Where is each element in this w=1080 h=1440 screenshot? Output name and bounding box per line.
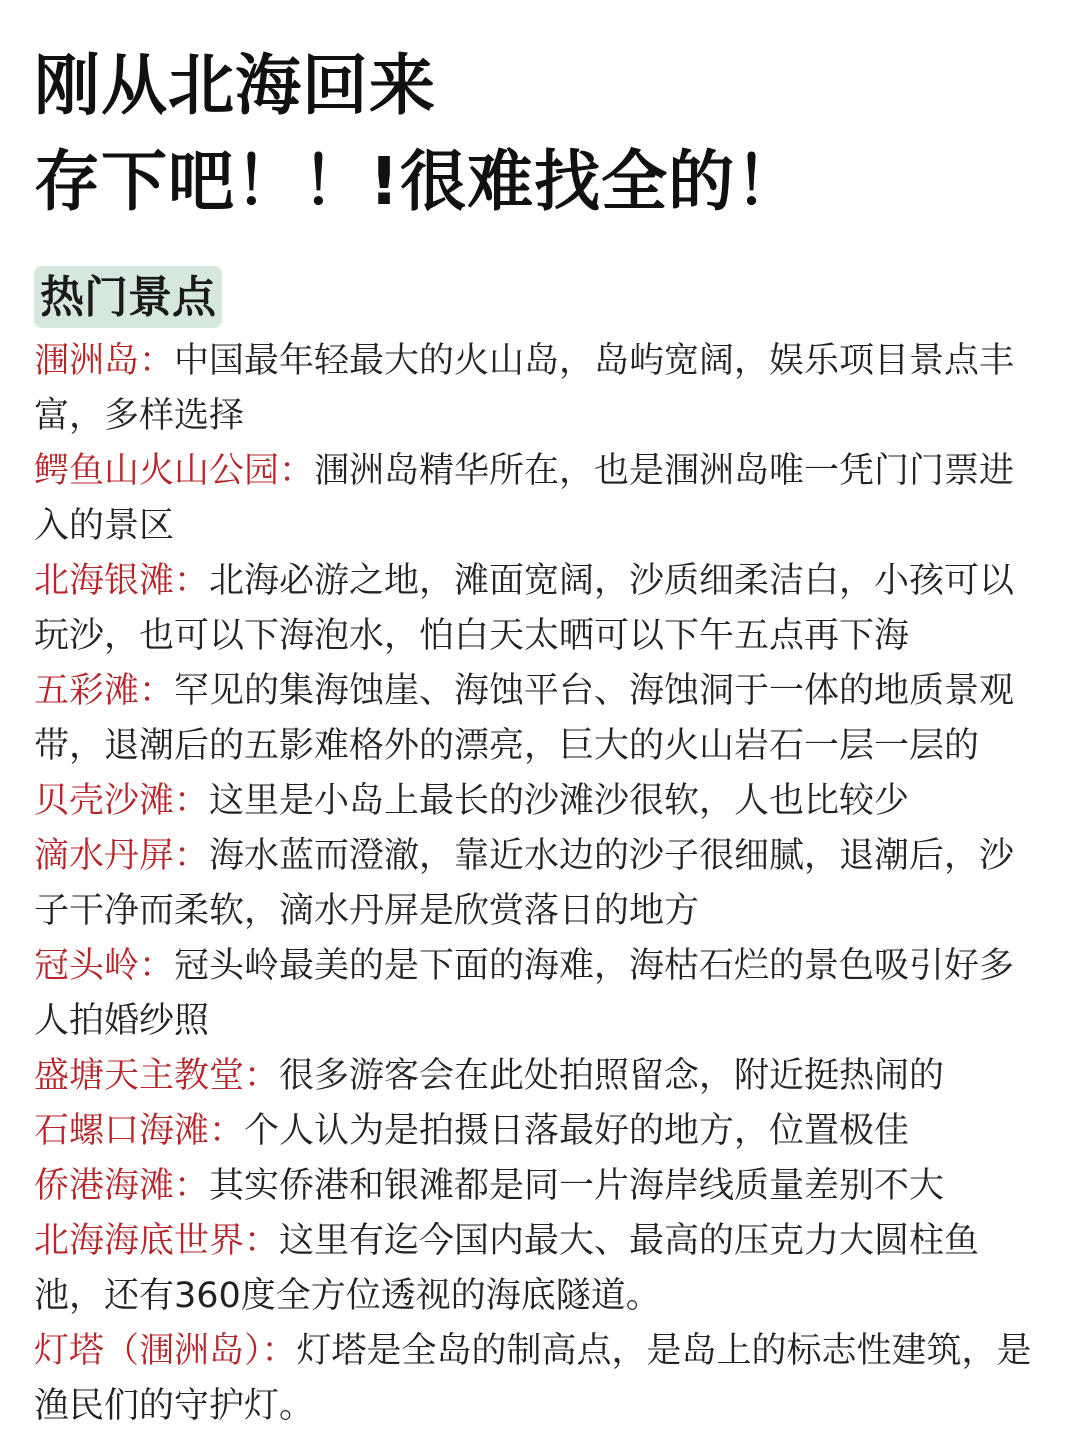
title-line-1: 刚从北海回来 [34,47,436,124]
attraction-item [34,829,1044,939]
attraction-name: 滴水丹屏： [34,836,210,876]
attraction-item [34,664,1044,774]
attraction-desc: 冠头岭最美的是下面的海难，海枯石烂的景色吸引好多人拍婚纱照 [34,946,1015,1041]
attraction-desc: 中国最年轻最大的火山岛，岛屿宽阔，娱乐项目景点丰富，多样选择 [34,341,1015,436]
attraction-name: 北海海底世界： [34,1221,280,1261]
attraction-list [34,334,1044,1434]
attraction-desc: 海水蓝而澄澈，靠近水边的沙子很细腻，退潮后，沙子干净而柔软，滴水丹屏是欣赏落日的地方 [34,836,1015,931]
attraction-desc: 北海必游之地，滩面宽阔，沙质细柔洁白，小孩可以玩沙，也可以下海泡水，怕白天太晒可以下午五点再下海 [34,561,1015,656]
attraction-item [34,939,1044,1049]
attraction-desc: 这里有迄今国内最大、最高的压克力大圆柱鱼池，还有360度全方位透视的海底隧道。 [34,1221,980,1316]
attraction-item [34,1159,1044,1214]
attraction-name: 贝壳沙滩： [34,781,210,821]
attraction-name: 鳄鱼山火山公园： [34,451,315,491]
attraction-item [34,1104,1044,1159]
attraction-name: 侨港海滩： [34,1166,210,1206]
title-line-2: 存下吧！！!很难找全的！ [34,143,803,220]
attraction-item [34,1049,1044,1104]
attraction-name: 北海银滩： [34,561,210,601]
attraction-desc: 其实侨港和银滩都是同一片海岸线质量差别不大 [209,1166,945,1206]
attraction-item [34,1324,1044,1434]
attraction-name: 冠头岭： [34,946,175,986]
attraction-item [34,554,1044,664]
attraction-desc: 涠洲岛精华所在，也是涠洲岛唯一凭门门票进入的景区 [34,451,1015,546]
attraction-item [34,774,1044,829]
attraction-name: 涠洲岛： [34,341,175,381]
attraction-item [34,1214,1044,1324]
attraction-desc: 灯塔是全岛的制高点，是岛上的标志性建筑，是渔民们的守护灯。 [34,1331,1032,1426]
attraction-name: 五彩滩： [34,671,175,711]
attraction-name: 盛塘天主教堂： [34,1056,280,1096]
attraction-desc: 罕见的集海蚀崖、海蚀平台、海蚀洞于一体的地质景观带，退潮后的五影难格外的漂亮，巨大的火山岩石一层一层的 [34,671,1015,766]
section-label: 热门景点 [34,266,222,328]
attraction-desc: 这里是小岛上最长的沙滩沙很软，人也比较少 [209,781,910,821]
attraction-item [34,444,1044,554]
attraction-desc: 很多游客会在此处拍照留念，附近挺热闹的 [279,1056,945,1096]
attraction-name: 灯塔（涠洲岛）： [34,1331,297,1371]
attraction-name: 石螺口海滩： [34,1111,245,1151]
attraction-item [34,334,1044,444]
attraction-desc: 个人认为是拍摄日落最好的地方，位置极佳 [244,1111,910,1151]
